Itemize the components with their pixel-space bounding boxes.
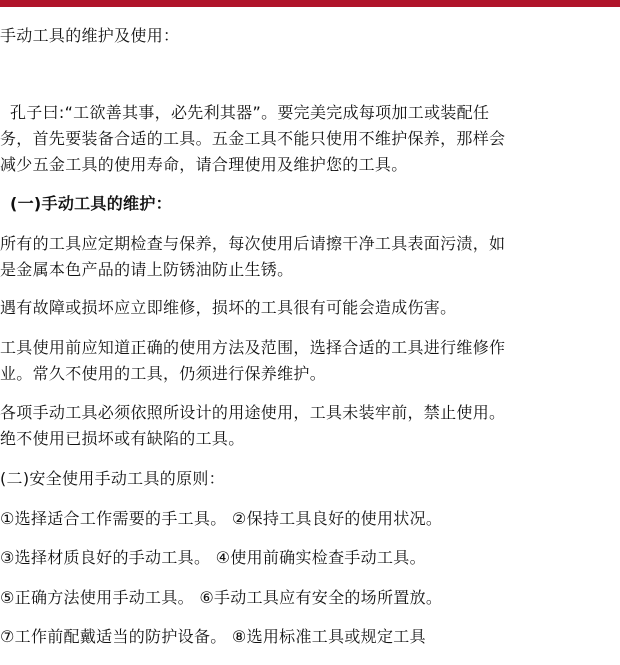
- section-1-paragraph-1-line-1: 所有的工具应定期检查与保养，每次使用后请擦干净工具表面污渍，如: [0, 234, 506, 253]
- principle-row-1: ①选择适合工作需要的手工具。 ②保持工具良好的使用状况。: [0, 509, 443, 528]
- principle-row-2: ③选择材质良好的手动工具。 ④使用前确实检查手动工具。: [0, 548, 426, 567]
- principle-row-4: ⑦工作前配戴适当的防护设备。 ⑧选用标准工具或规定工具: [0, 627, 426, 646]
- section-1-heading: (一)手动工具的维护：: [10, 194, 172, 213]
- intro-line-1: 孔子曰:“工欲善其事，必先利其器”。要完美完成每项加工或装配任: [10, 103, 490, 122]
- page-title: 手动工具的维护及使用：: [0, 26, 180, 45]
- section-1-paragraph-1-line-2: 是金属本色产品的请上防锈油防止生锈。: [0, 260, 294, 279]
- section-1-paragraph-3-line-1: 工具使用前应知道正确的使用方法及范围，选择合适的工具进行维修作: [0, 338, 506, 357]
- section-1-paragraph-2: 遇有故障或损坏应立即维修，损坏的工具很有可能会造成伤害。: [0, 298, 457, 317]
- principle-row-3: ⑤正确方法使用手动工具。 ⑥手动工具应有安全的场所置放。: [0, 588, 443, 607]
- intro-line-2: 务，首先要装备合适的工具。五金工具不能只使用不维护保养，那样会: [0, 129, 506, 148]
- section-2-heading: (二)安全使用手动工具的原则：: [0, 469, 225, 488]
- intro-line-3: 减少五金工具的使用寿命，请合理使用及维护您的工具。: [0, 155, 408, 174]
- top-accent-bar: [0, 0, 620, 7]
- section-1-paragraph-4-line-2: 绝不使用已损坏或有缺陷的工具。: [0, 429, 245, 448]
- section-1-paragraph-3-line-2: 业。常久不使用的工具，仍须进行保养维护。: [0, 364, 327, 383]
- section-1-paragraph-4-line-1: 各项手动工具必须依照所设计的用途使用，工具未装牢前，禁止使用。: [0, 403, 506, 422]
